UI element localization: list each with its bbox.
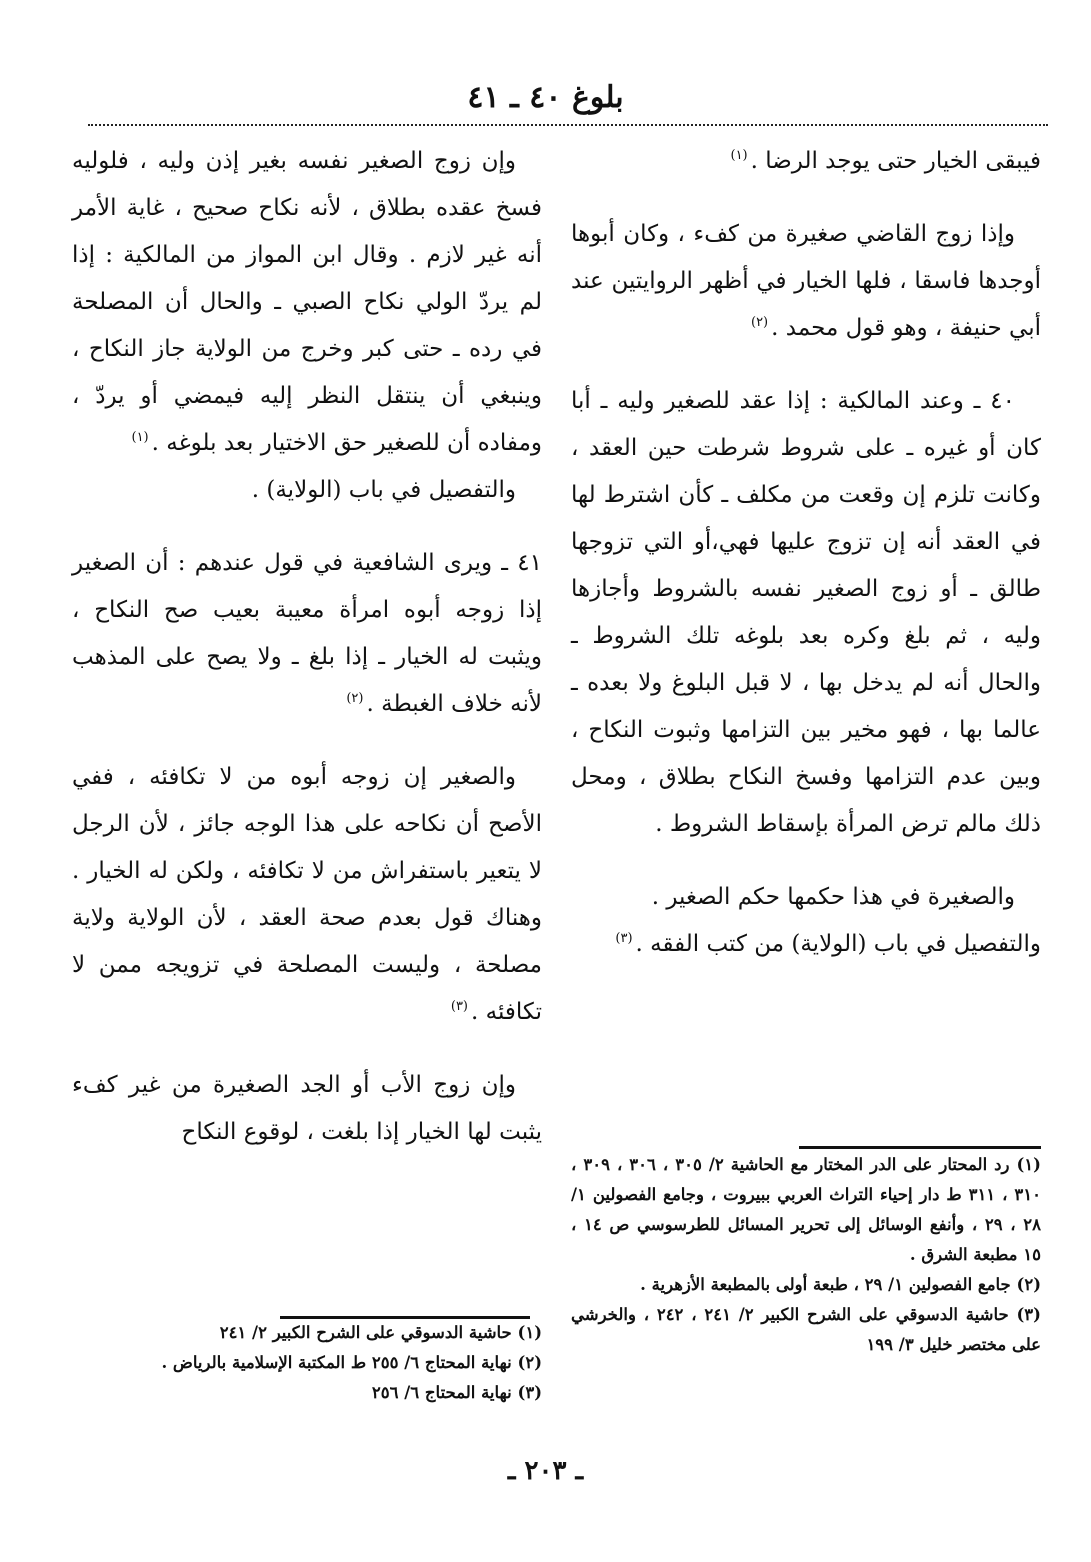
footnotes-right [571, 1150, 1041, 1360]
footnote: (٣) حاشية الدسوقي على الشرح الكبير ٢/ ٢٤١ ، ٢٤٢ ، والخرشي على مختصر خليل ٣/ ١٩٩ [571, 1305, 1041, 1354]
footnote: (٣) نهاية المحتاج ٦/ ٢٥٦ [371, 1383, 542, 1402]
paragraph: وإذا زوج القاضي صغيرة من كفء ، وكان أبوها أوجدها فاسقا ، فلها الخيار في أظهر الروايتين عند أبي حنيفة ، وهو قول محمد .$^{(٢)}$ [571, 221, 1041, 341]
footnote-separator-right [799, 1146, 1041, 1149]
paragraph: والصغيرة في هذا حكمها حكم الصغير . [651, 884, 1015, 910]
paragraph: والتفصيل في باب (الولاية) من كتب الفقه .$^{(٣)}$ [615, 931, 1041, 957]
footnote-marker: (٣) [450, 999, 468, 1015]
footnote-marker: (١) [730, 148, 748, 164]
paragraph: وإن زوج الصغير نفسه بغير إذن وليه ، فلوليه فسخ عقده بطلاق ، لأنه نكاح صحيح ، غاية الأمر أنه غير لازم . وقال ابن المواز من المالكية : إذا لم يردّ الولي نكاح الصبي ـ والحال أن المصلحة في رده ـ حتى كبر وخرج من الولاية جاز النكاح ، وينبغي أن ينتقل النظر إليه فيمضي أو يردّ ، ومفاده أن للصغير حق الاختيار بعد بلوغه .$^{(١)}$ [72, 148, 542, 456]
footnote: (٢) نهاية المحتاج ٦/ ٢٥٥ ط المكتبة الإسلامية بالرياض . [161, 1353, 542, 1372]
section-40-paragraph: ٤٠ ـ وعند المالكية : إذا عقد للصغير وليه ـ أبا كان أو غيره ـ على شروط شرطت حين العقد ، وكانت تلزم إن وقعت من مكلف ـ كأن اشترط لها في العقد أنه إن تزوج عليها فهي،أو التي تزوجها طالق ـ أو زوج الصغير نفسه بالشروط وأجازها وليه ، ثم بلغ وكره بعد بلوغه تلك الشروط ـ والحال أنه لم يدخل بها ، لا قبل البلوغ ولا بعده ـ عالما بها ، فهو مخير بين التزامها وثبوت النكاح ، وبين عدم التزامها وفسخ النكاح بطلاق ، ومحل ذلك مالم ترض المرأة بإسقاط الشروط . [571, 388, 1041, 837]
footnote: (١) حاشية الدسوقي على الشرح الكبير ٢/ ٢٤١ [219, 1323, 542, 1342]
paragraph: فيبقى الخيار حتى يوجد الرضا .$^{(١)}$ [730, 148, 1041, 174]
paragraph: والتفصيل في باب (الولاية) . [251, 477, 516, 503]
footnote-marker: (٢) [750, 315, 769, 331]
header-dotted-rule [88, 124, 1048, 126]
footnote-marker: (٢) [346, 691, 364, 707]
section-41-paragraph: ٤١ ـ ويرى الشافعية في قول عندهم : أن الصغير إذا زوجه أبوه امرأة معيبة بعيب صح النكاح ، ويثبت له الخيار ـ إذا بلغ ـ ولا يصح على المذهب لأنه خلاف الغبطة .$^{(٢)}$ [72, 550, 542, 717]
footnote: (٢) جامع الفصولين ١/ ٢٩ ، طبعة أولى بالمطبعة الأزهرية . [640, 1275, 1041, 1294]
footnotes-left [72, 1318, 542, 1408]
footnote-marker: (١) [131, 430, 149, 446]
left-column [72, 138, 542, 1156]
paragraph: والصغير إن زوجه أبوه من لا تكافئه ، ففي الأصح أن نكاحه على هذا الوجه جائز ، لأن الرجل لا يتعير باستفراش من لا تكافئه ، ولكن له الخيار . وهناك قول بعدم صحة العقد ، لأن الولاية ولاية مصلحة ، وليست المصلحة في تزويجه ممن لا تكافئه .$^{(٣)}$ [72, 764, 542, 1025]
footnote-marker: (٣) [615, 931, 633, 947]
paragraph: وإن زوج الأب أو الجد الصغيرة من غير كفء يثبت لها الخيار إذا بلغت ، لوقوع النكاح [72, 1072, 542, 1145]
right-column [571, 138, 1041, 968]
page-number: ـ ٢٠٣ ـ [507, 1456, 584, 1486]
running-header: بلوغ ٤٠ ـ ٤١ [467, 80, 624, 115]
footnote: (١) رد المحتار على الدر المختار مع الحاشية ٢/ ٣٠٥ ، ٣٠٦ ، ٣٠٩ ، ٣١٠ ، ٣١١ ط دار إحياء التراث العربي ببيروت ، وجامع الفصولين ١/ ٢٨ ، ٢٩ ، وأنفع الوسائل إلى تحرير المسائل للطرسوسي ص ١٤ ، ١٥ مطبعة الشرق . [571, 1155, 1041, 1264]
